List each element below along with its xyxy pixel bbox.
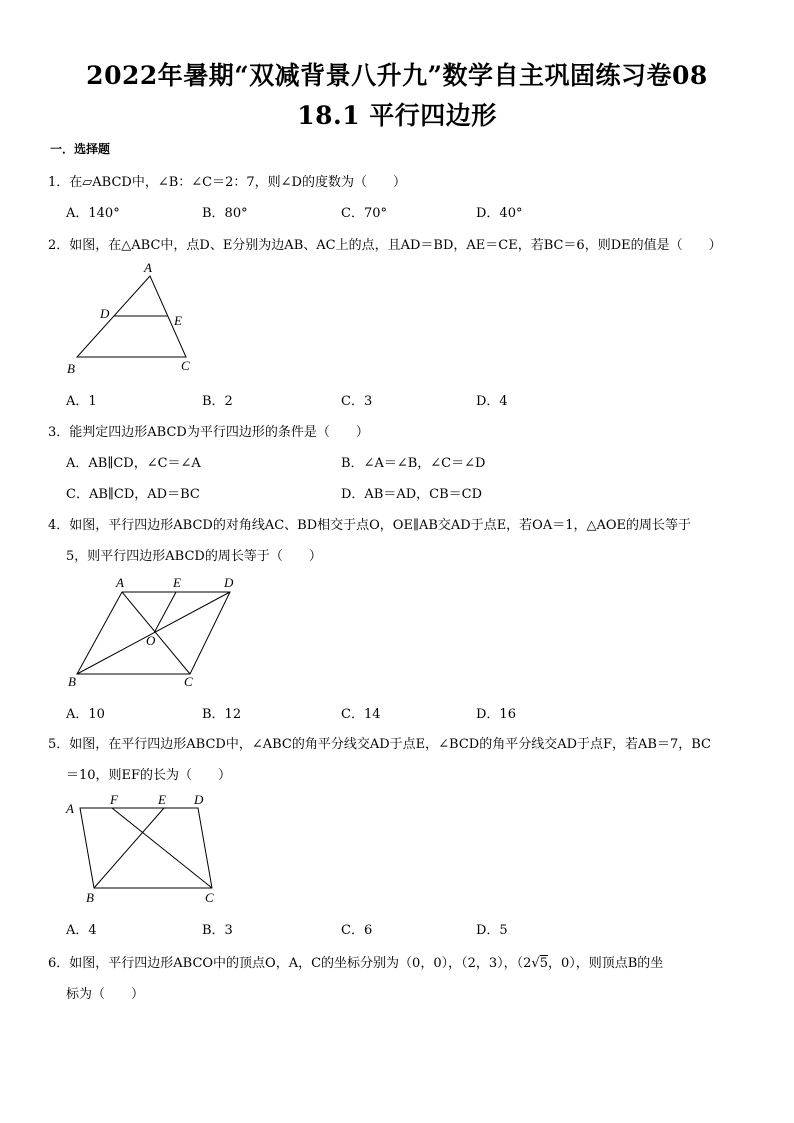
label-d: D (224, 575, 234, 590)
diagonal-ac (122, 592, 190, 674)
question-5-option-c: C．6 (341, 923, 373, 938)
label-e: E (158, 792, 166, 807)
label-c: C (205, 890, 214, 905)
page-title: 2022年暑期“双减背景八升九”数学自主巩固练习卷08 (86, 61, 708, 90)
label-e: E (173, 575, 181, 590)
label-a: A (66, 801, 74, 816)
label-b: B (68, 674, 76, 689)
label-d: D (194, 792, 204, 807)
question-2-text: 2．如图，在△ABC中，点D、E分别为边AB、AC上的点，且AD＝BD，AE＝CE，若BC＝6，则DE的值是（ ） (48, 238, 722, 253)
label-a: A (116, 575, 124, 590)
question-1-option-c: C．70° (341, 206, 387, 221)
label-a: A (144, 260, 152, 275)
question-6-text-part1: 6．如图，平行四边形ABCO中的顶点O，A，C的坐标分别为（0，0），（2，3），（2 (48, 956, 532, 971)
question-5-text-line2: ＝10，则EF的长为（ ） (66, 768, 232, 783)
label-e: E (174, 313, 182, 328)
question-4-option-a: A．10 (66, 707, 105, 722)
bisector-cf (112, 808, 212, 888)
question-3-option-a: A．AB∥CD，∠C＝∠A (66, 456, 201, 471)
label-d: D (100, 306, 110, 321)
question-1-option-b: B．80° (202, 206, 248, 221)
label-o: O (146, 633, 156, 648)
sqrt-symbol: √ (531, 956, 540, 971)
question-5-option-d: D．5 (476, 923, 508, 938)
question-5-parallelogram-figure (60, 790, 230, 908)
question-4-parallelogram-figure (60, 572, 260, 692)
question-3-option-c: C．AB∥CD，AD＝BC (66, 487, 200, 502)
question-1-option-a: A．140° (66, 206, 120, 221)
question-4-option-c: C．14 (341, 707, 381, 722)
question-4-text-line1: 4．如图，平行四边形ABCD的对角线AC、BD相交于点O，OE∥AB交AD于点E，若OA＝1，△AOE的周长等于 (48, 518, 692, 533)
question-4-option-d: D．16 (476, 707, 516, 722)
question-2-option-b: B．2 (202, 394, 233, 409)
question-6-text-line2: 标为（ ） (66, 987, 145, 1002)
question-3-option-b: B．∠A＝∠B，∠C＝∠D (341, 456, 486, 471)
bisector-be (94, 808, 164, 888)
question-6-text-part2: ，0），则顶点B的坐 (547, 956, 664, 971)
question-4-option-b: B．12 (202, 707, 242, 722)
question-2-option-a: A．1 (66, 394, 97, 409)
question-5-text-line1: 5．如图，在平行四边形ABCD中，∠ABC的角平分线交AD于点E，∠BCD的角平分线交AD于点F，若AB＝7，BC (48, 737, 711, 752)
sqrt-radicand: 5 (539, 956, 548, 971)
label-c: C (181, 358, 190, 373)
question-3-option-d: D．AB＝AD，CB＝CD (341, 487, 483, 502)
question-4-text-line2: 5，则平行四边形ABCD的周长等于（ ） (66, 549, 322, 564)
page-subtitle: 18.1 平行四边形 (297, 101, 497, 130)
label-f: F (110, 792, 118, 807)
question-3-text: 3．能判定四边形ABCD为平行四边形的条件是（ ） (48, 425, 369, 440)
question-5-option-a: A．4 (66, 923, 97, 938)
section-heading: 一．选择题 (50, 142, 111, 156)
question-2-triangle-figure (60, 258, 210, 380)
question-5-option-b: B．3 (202, 923, 233, 938)
parallelogram-abcd (80, 808, 212, 888)
question-6-text-line1 (48, 952, 663, 971)
question-2-option-c: C．3 (341, 394, 373, 409)
label-b: B (67, 361, 75, 376)
question-2-option-d: D．4 (476, 394, 508, 409)
label-b: B (86, 890, 94, 905)
question-1-option-d: D．40° (476, 206, 523, 221)
question-1-text: 1．在▱ABCD中，∠B：∠C＝2：7，则∠D的度数为（ ） (48, 175, 406, 190)
label-c: C (184, 674, 193, 689)
